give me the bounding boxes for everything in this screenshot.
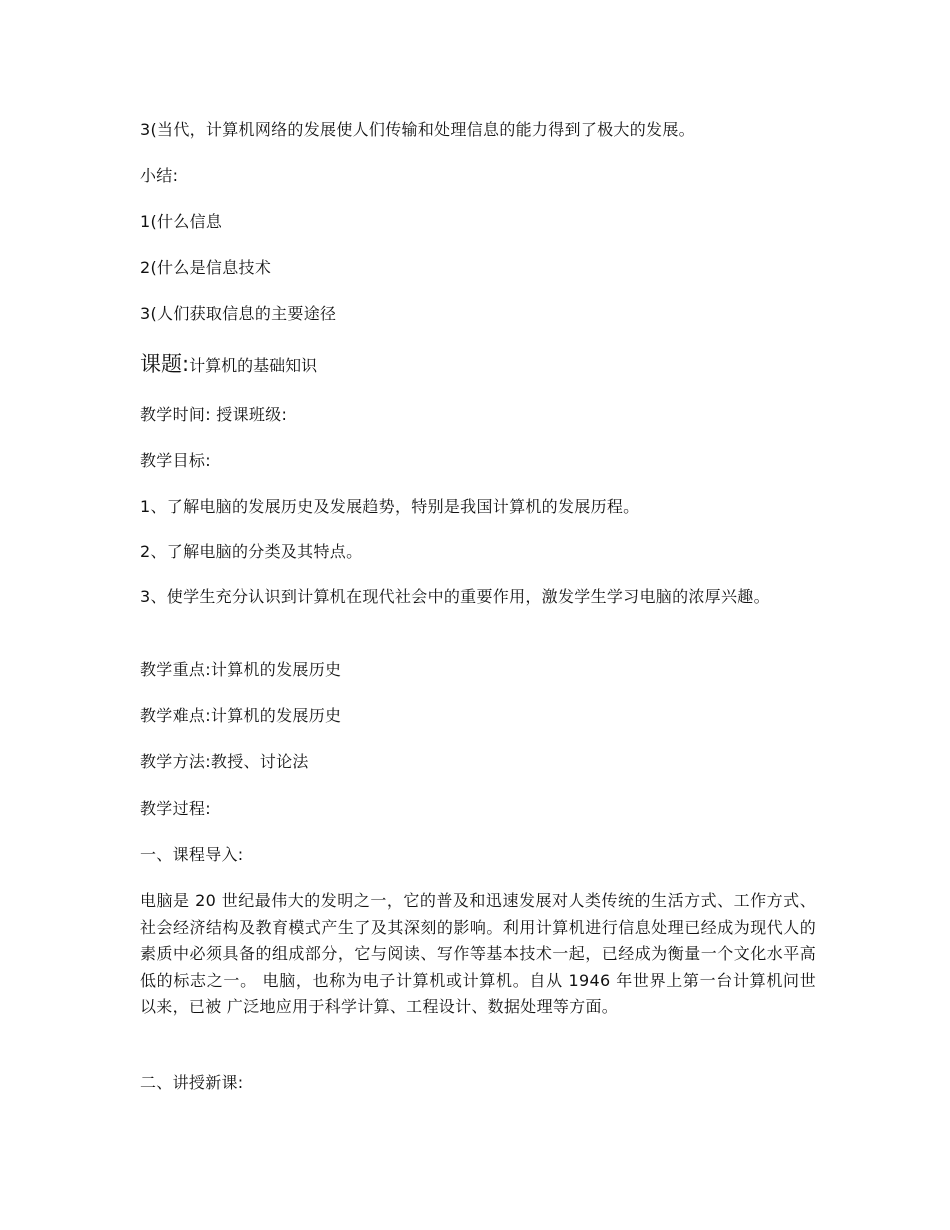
lesson-title-prefix: 课题:: [140, 352, 190, 376]
lesson-title: [140, 350, 317, 380]
text-line-summary-label: 小结:: [140, 166, 179, 185]
text-line-teaching-process: 教学过程:: [140, 799, 211, 818]
text-line-difficult-point: 教学难点:计算机的发展历史: [140, 706, 342, 725]
text-line-objective-2: 2、了解电脑的分类及其特点。: [140, 542, 363, 561]
text-line-objectives-label: 教学目标:: [140, 451, 211, 470]
text-line-summary-item-2: 2(什么是信息技术: [140, 258, 272, 277]
text-line-objective-1: 1、了解电脑的发展历史及发展趋势，特别是我国计算机的发展历程。: [140, 497, 640, 516]
text-line-key-point: 教学重点:计算机的发展历史: [140, 660, 342, 679]
text-line-time-class: 教学时间: 授课班级:: [140, 405, 288, 424]
text-line-section-new-lesson: 二、讲授新课:: [140, 1073, 244, 1092]
text-para-objective-3: 3、使学生充分认识到计算机在现代社会中的重要作用，激发学生学习电脑的浓厚兴趣。: [140, 587, 770, 606]
text-line-section-intro: 一、课程导入:: [140, 845, 244, 864]
lesson-title-text: 计算机的基础知识: [189, 356, 318, 375]
text-line-contemporary-network: 3(当代，计算机网络的发展使人们传输和处理信息的能力得到了极大的发展。: [140, 120, 695, 139]
text-para-intro-body: 电脑是 20 世纪最伟大的发明之一，它的普及和迅速发展对人类传统的生活方式、工作方式、社会经济结构及教育模式产生了及其深刻的影响。利用计算机进行信息处理已经成为现代人的素质中必须具备的组成部分，它与阅读、写作等基本技术一起，已经成为衡量一个文化水平高低的标志之一。 电脑，也称为电子计算机或计算机。自从 1946 年世界上第一台计算机问世以来，已被 广泛地应用于科学计算、工程设计、数据处理等方面。: [140, 891, 816, 1016]
text-line-teaching-method: 教学方法:教授、讨论法: [140, 752, 309, 771]
text-line-summary-item-1: 1(什么信息: [140, 212, 223, 231]
text-line-summary-item-3: 3(人们获取信息的主要途径: [140, 304, 337, 323]
